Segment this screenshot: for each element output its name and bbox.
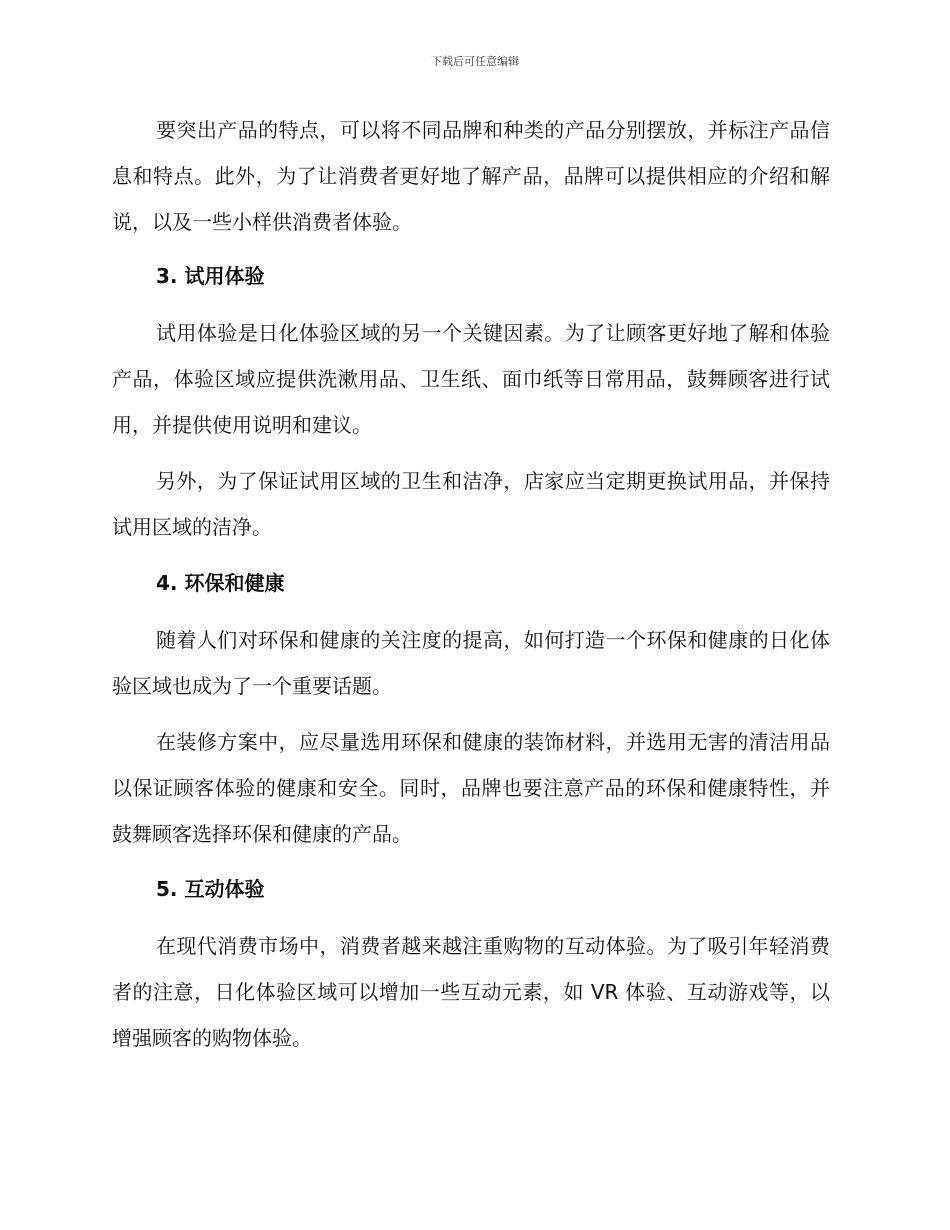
section-heading-trial-experience: 3. 试用体验 [156,264,265,288]
paragraph-eco-health: 随着人们对环保和健康的关注度的提高，如何打造一个环保和健康的日化体验区域也成为了一个重要话题。 [112,628,830,698]
paragraph-trial-experience: 试用体验是日化体验区域的另一个关键因素。为了让顾客更好地了解和体验产品，体验区域应提供洗漱用品、卫生纸、面巾纸等日常用品，鼓舞顾客进行试用，并提供使用说明和建议。 [112,321,830,437]
section-heading-interactive-experience: 5. 互动体验 [156,877,265,901]
paragraph-product-display: 要突出产品的特点，可以将不同品牌和种类的产品分别摆放，并标注产品信息和特点。此外，为了让消费者更好地了解产品，品牌可以提供相应的介绍和解说，以及一些小样供消费者体验。 [112,118,830,234]
paragraph-renovation-materials: 在装修方案中，应尽量选用环保和健康的装饰材料，并选用无害的清洁用品以保证顾客体验的健康和安全。同时，品牌也要注意产品的环保和健康特性，并鼓舞顾客选择环保和健康的产品。 [112,730,830,846]
paragraph-trial-hygiene: 另外，为了保证试用区域的卫生和洁净，店家应当定期更换试用品，并保持试用区域的洁净。 [112,469,830,539]
paragraph-interactive-experience: 在现代消费市场中，消费者越来越注重购物的互动体验。为了吸引年轻消费者的注意，日化体验区域可以增加一些互动元素，如 VR 体验、互动游戏等，以增强顾客的购物体验。 [112,934,830,1050]
page-header: 下载后可任意编辑 [431,55,519,68]
section-heading-eco-health: 4. 环保和健康 [156,571,285,595]
